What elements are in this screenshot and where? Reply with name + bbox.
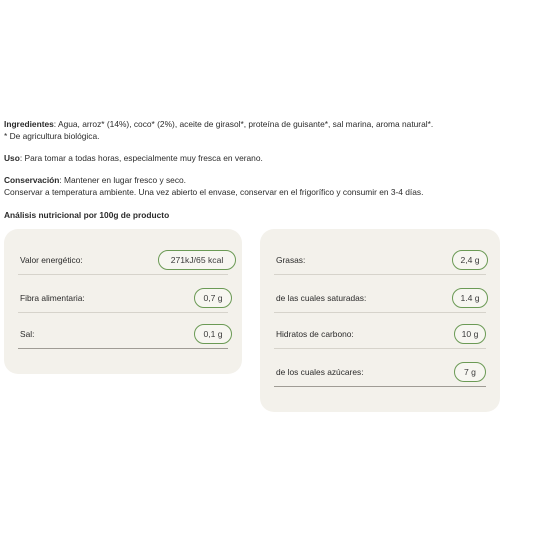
nutrition-value-pill: 7 g (454, 362, 486, 382)
nutrition-label: Sal: (20, 329, 35, 339)
nutrition-title: Análisis nutricional por 100g de producto (4, 210, 170, 220)
nutrition-label: Grasas: (276, 255, 306, 265)
row-divider (274, 348, 486, 349)
usage-text: : Para tomar a todas horas, especialmente muy fresca en verano. (19, 153, 263, 163)
nutrition-row-fiber (4, 283, 242, 313)
storage-text: : Mantener en lugar fresco y seco. (59, 175, 187, 185)
row-divider (18, 348, 228, 349)
nutrition-row-saturated (260, 283, 500, 313)
nutrition-label: de los cuales azúcares: (276, 367, 364, 377)
nutrition-value-pill: 271kJ/65 kcal (158, 250, 236, 270)
usage-label: Uso (4, 153, 20, 163)
row-divider (274, 312, 486, 313)
nutrition-label: Hidratos de carbono: (276, 329, 354, 339)
nutrition-row-carbs (260, 319, 500, 349)
nutrition-row-fat (260, 245, 500, 275)
nutrition-panel-left (4, 229, 242, 374)
nutrition-row-sugars (260, 357, 500, 387)
ingredients-line (4, 118, 433, 130)
nutrition-value-pill: 0,1 g (194, 324, 232, 344)
nutrition-label: de las cuales saturadas: (276, 293, 367, 303)
nutrition-row-energy (4, 245, 242, 275)
nutrition-panel-right (260, 229, 500, 412)
ingredients-text: : Agua, arroz* (14%), coco* (2%), aceite de girasol*, proteína de guisante*, sal marina, aroma natural*. (53, 119, 434, 129)
nutrition-label: Fibra alimentaria: (20, 293, 85, 303)
row-divider (18, 312, 228, 313)
ingredients-label: Ingredientes (4, 119, 54, 129)
nutrition-row-salt (4, 319, 242, 349)
nutrition-value-pill: 1.4 g (452, 288, 488, 308)
row-divider (274, 386, 486, 387)
nutrition-value-pill: 2,4 g (452, 250, 488, 270)
nutrition-label: Valor energético: (20, 255, 83, 265)
usage-section (4, 152, 263, 164)
storage-section (4, 174, 423, 198)
row-divider (274, 274, 486, 275)
storage-label: Conservación (4, 175, 60, 185)
storage-line (4, 174, 423, 186)
nutrition-value-pill: 10 g (454, 324, 486, 344)
nutrition-value-pill: 0,7 g (194, 288, 232, 308)
storage-line-2: Conservar a temperatura ambiente. Una vez abierto el envase, conservar en el frigorífico y consumir en 3-4 días. (4, 187, 424, 197)
ingredients-section (4, 118, 433, 142)
row-divider (18, 274, 228, 275)
ingredients-footnote: * De agricultura biológica. (4, 131, 100, 141)
